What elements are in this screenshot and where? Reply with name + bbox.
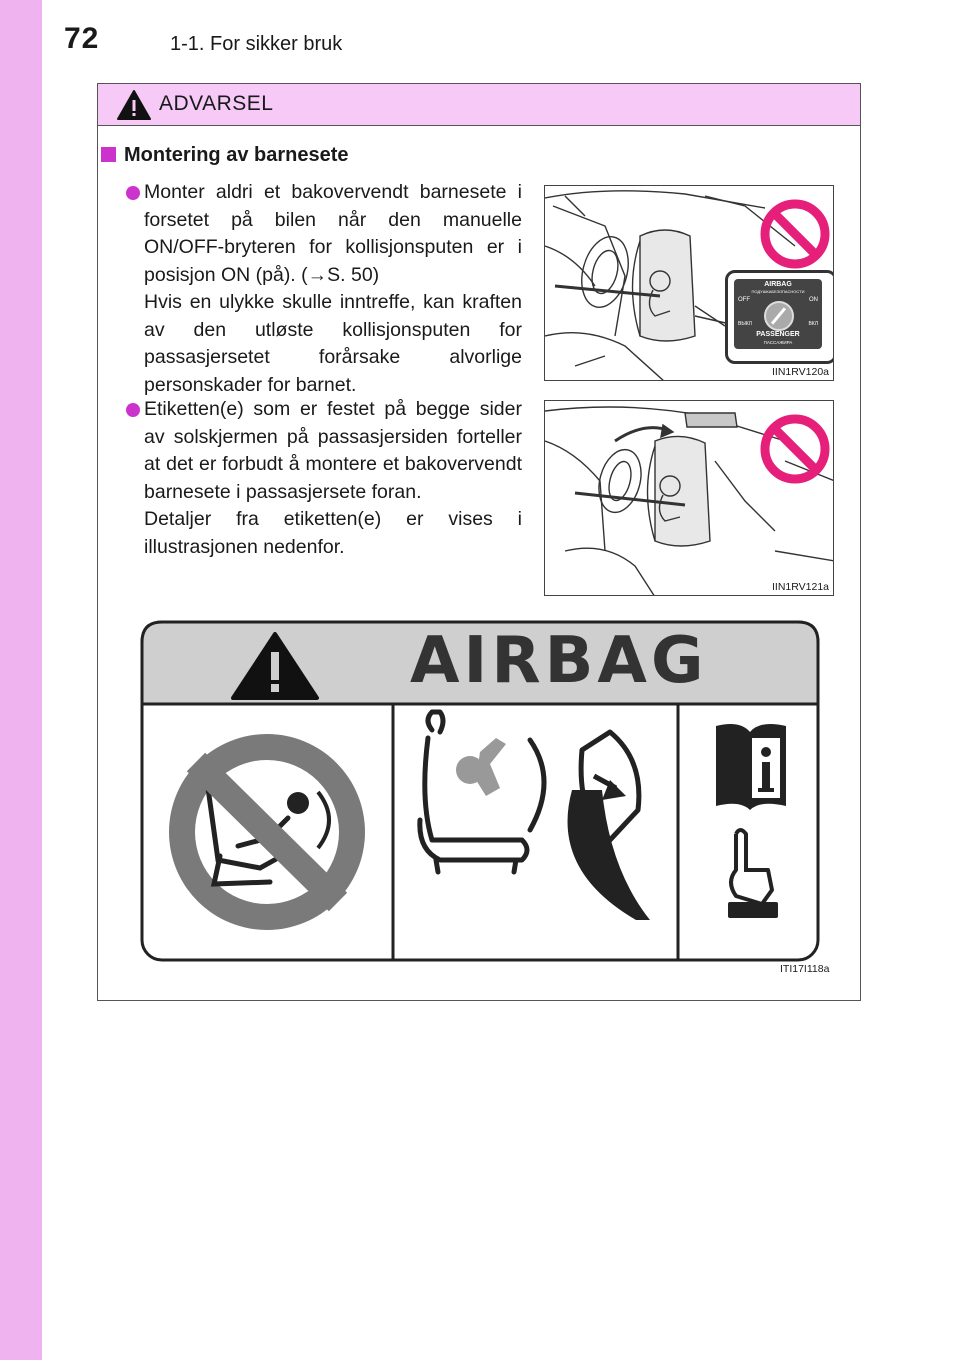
bullet-paragraph: Detaljer fra etiketten(e) er vises i illustrasjonen nedenfor. — [144, 508, 522, 558]
bullet-item — [126, 396, 522, 561]
switch-off-label: OFF — [738, 297, 750, 303]
section-title: 1-1. For sikker bruk — [170, 33, 343, 55]
square-bullet-icon — [101, 147, 116, 162]
subheading — [101, 144, 349, 167]
switch-on-label: ON — [809, 297, 818, 303]
manual-info-icon — [716, 724, 786, 810]
figure-code: ITI17I118a — [780, 963, 830, 975]
switch-passenger: PASSENGER — [756, 331, 800, 338]
airbag-switch-panel — [725, 270, 834, 364]
warning-header — [98, 84, 860, 126]
switch-knob — [764, 301, 794, 331]
warning-title: ADVARSEL — [159, 92, 274, 115]
page-number: 72 — [64, 22, 100, 55]
warning-triangle-icon — [116, 89, 152, 121]
bullet-paragraph: Hvis en ulykke skulle inntreffe, kan kraften av den utløste kollisjonsputen for passasjersetet forårsake alvorlige personskader for barnet. — [144, 291, 522, 396]
no-rear-facing-seat-icon — [169, 734, 365, 930]
figure-code: IIN1RV120a — [771, 366, 829, 378]
chapter-sidebar — [0, 0, 42, 1360]
switch-subtitle: ПОДУШКАБЕЗОПАСНОСТИ — [751, 289, 805, 294]
airbag-warning-label — [140, 620, 820, 967]
switch-passenger-ru: ПАССАЖИРА — [763, 340, 793, 345]
bullet-paragraph: Monter aldri et bakovervendt barnesete i forsetet på bilen når den manuelle ON/OFF-bryteren for kollisjonsputen er i posisjon ON (på). (→S. 50) — [144, 181, 522, 286]
switch-off-ru: ВЫКЛ — [738, 321, 752, 327]
prohibition-icon — [759, 198, 831, 270]
figure-code: IIN1RV121a — [771, 581, 829, 593]
label-title: AIRBAG — [410, 624, 708, 698]
sunvisor-illustration — [544, 400, 834, 596]
bullet-dot-icon — [126, 186, 140, 200]
bullet-item — [126, 179, 522, 399]
dashboard-switch-illustration — [544, 185, 834, 381]
bullet-dot-icon — [126, 403, 140, 417]
prohibition-icon — [759, 413, 831, 485]
bullet-paragraph: Etiketten(e) som er festet på begge sider av solskjermen på passasjersiden forteller at det er forbudt å montere et bakovervendt barnesete i passasjersete foran. — [144, 398, 522, 503]
switch-title: AIRBAG — [764, 281, 792, 288]
subheading-text: Montering av barnesete — [124, 144, 349, 166]
switch-on-ru: ВКЛ — [808, 321, 818, 327]
